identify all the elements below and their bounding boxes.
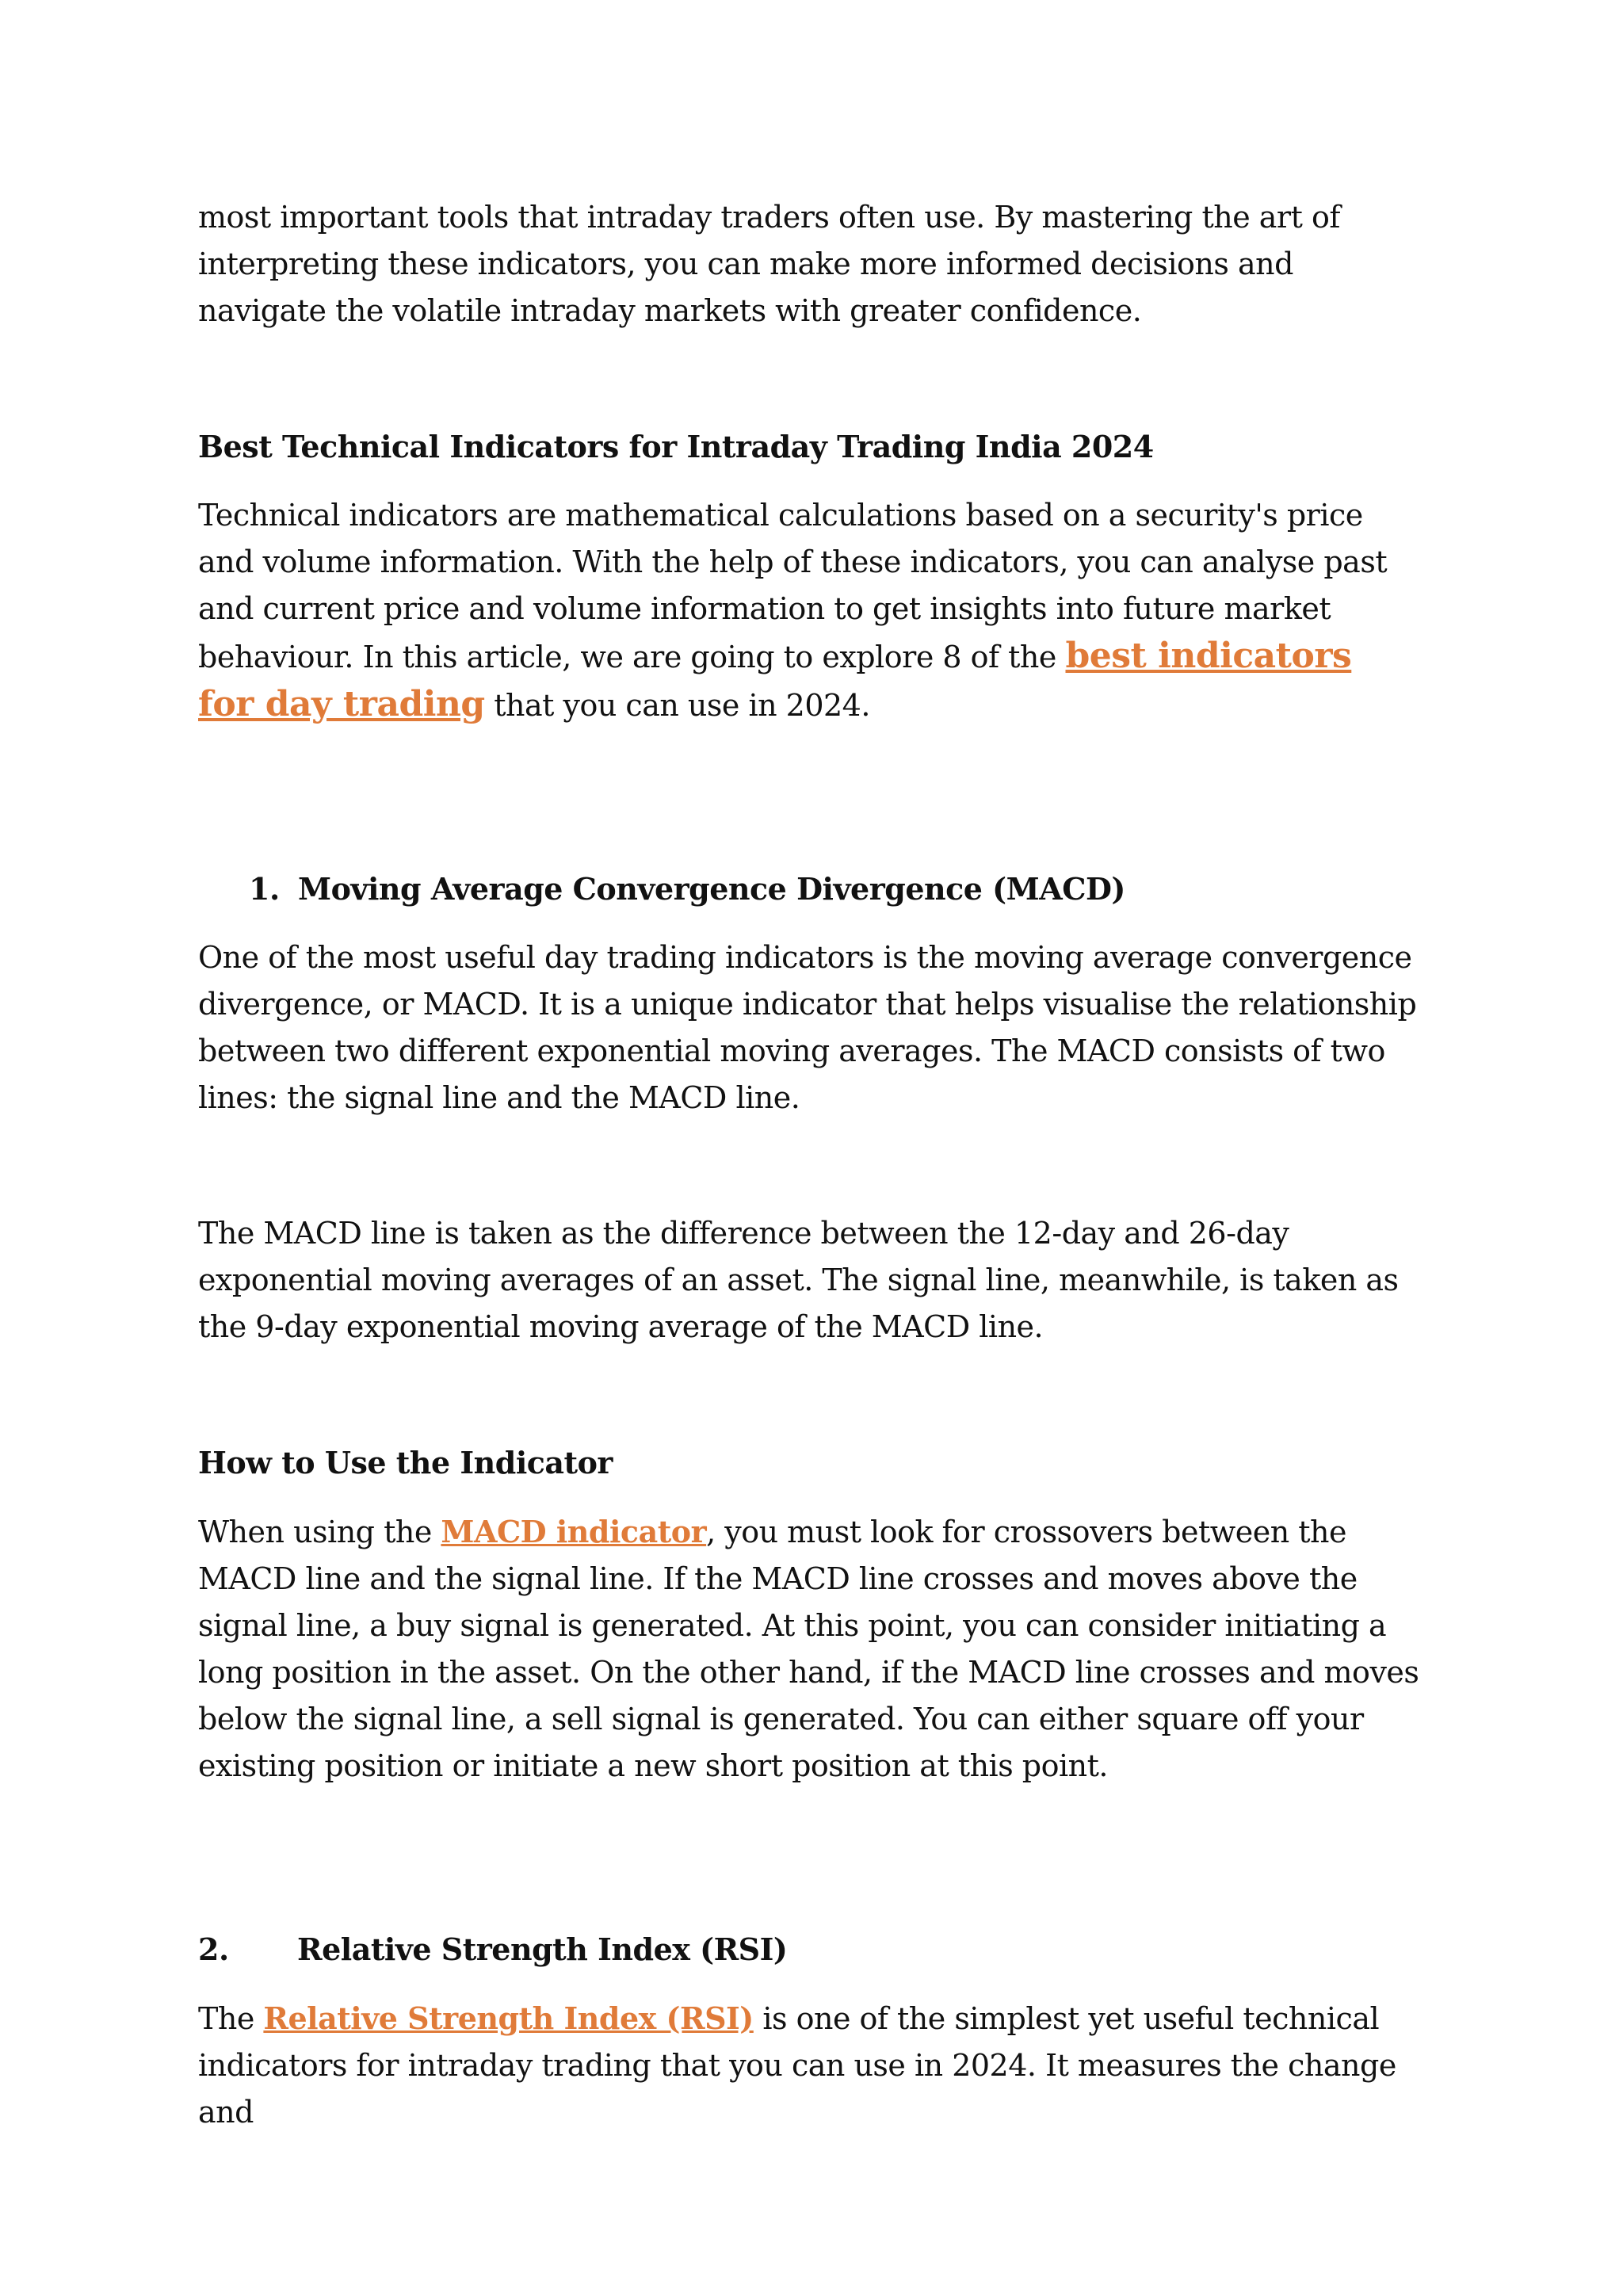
rsi-link[interactable]: Relative Strength Index (RSI) bbox=[263, 2000, 754, 2036]
intro-paragraph: most important tools that intraday traders often use. By mastering the art of interpreting these indicators, you can make more informed decisions and navigate the volatile intraday markets with greater confidence. bbox=[198, 200, 1340, 328]
how-to-use-paragraph bbox=[198, 1508, 1434, 1790]
macd-paragraph-1: One of the most useful day trading indicators is the moving average convergence divergence, or MACD. It is a unique indicator that helps visualise the relationship between two different exponential moving averages. The MACD consists of two lines: the signal line and the MACD line. bbox=[198, 940, 1417, 1115]
macd-heading bbox=[198, 865, 1450, 912]
best-indicators-text-after: that you can use in 2024. bbox=[484, 688, 870, 723]
macd-heading-text: Moving Average Convergence Divergence (MACD) bbox=[298, 871, 1125, 907]
best-indicators-paragraph bbox=[198, 492, 1411, 729]
macd-paragraph-2: The MACD line is taken as the difference between the 12-day and 26-day exponential moving averages of an asset. The signal line, meanwhile, is taken as the 9-day exponential moving average of the MACD line. bbox=[198, 1216, 1399, 1344]
rsi-heading bbox=[198, 1926, 1450, 1973]
rsi-text-before: The bbox=[198, 2001, 264, 2036]
rsi-text-after: is one of the simplest yet useful technical indicators for intraday trading that you can use in 2024. It measures the change and bbox=[198, 2001, 1396, 2130]
rsi-paragraph bbox=[198, 1995, 1434, 2136]
best-indicators-text-before: Technical indicators are mathematical calculations based on a security's price and volume information. With the help of these indicators, you can analyse past and current price and volume information to get insights into future market behaviour. In this article, we are going to explore 8 of the bbox=[198, 498, 1388, 674]
rsi-heading-number: 2. bbox=[198, 1931, 229, 1967]
macd-heading-number: 1. bbox=[249, 871, 280, 907]
macd-indicator-link[interactable]: MACD indicator bbox=[441, 1514, 707, 1549]
best-indicators-link[interactable]: best indicators for day trading bbox=[198, 636, 1352, 724]
how-to-use-text-before: When using the bbox=[198, 1515, 441, 1549]
how-to-use-text-after: , you must look for crossovers between the MACD line and the signal line. If the MACD line crosses and moves above the signal line, a buy signal is generated. At this point, you can consider initiating a long position in the asset. On the other hand, if the MACD line crosses and moves below the signal line, a sell signal is generated. You can either square off your existing position or initiate a new short position at this point. bbox=[198, 1515, 1419, 1783]
document-page bbox=[198, 194, 1450, 2136]
best-indicators-heading: Best Technical Indicators for Intraday Trading India 2024 bbox=[198, 429, 1154, 464]
rsi-heading-text: Relative Strength Index (RSI) bbox=[297, 1931, 788, 1967]
how-to-use-heading: How to Use the Indicator bbox=[198, 1445, 613, 1480]
